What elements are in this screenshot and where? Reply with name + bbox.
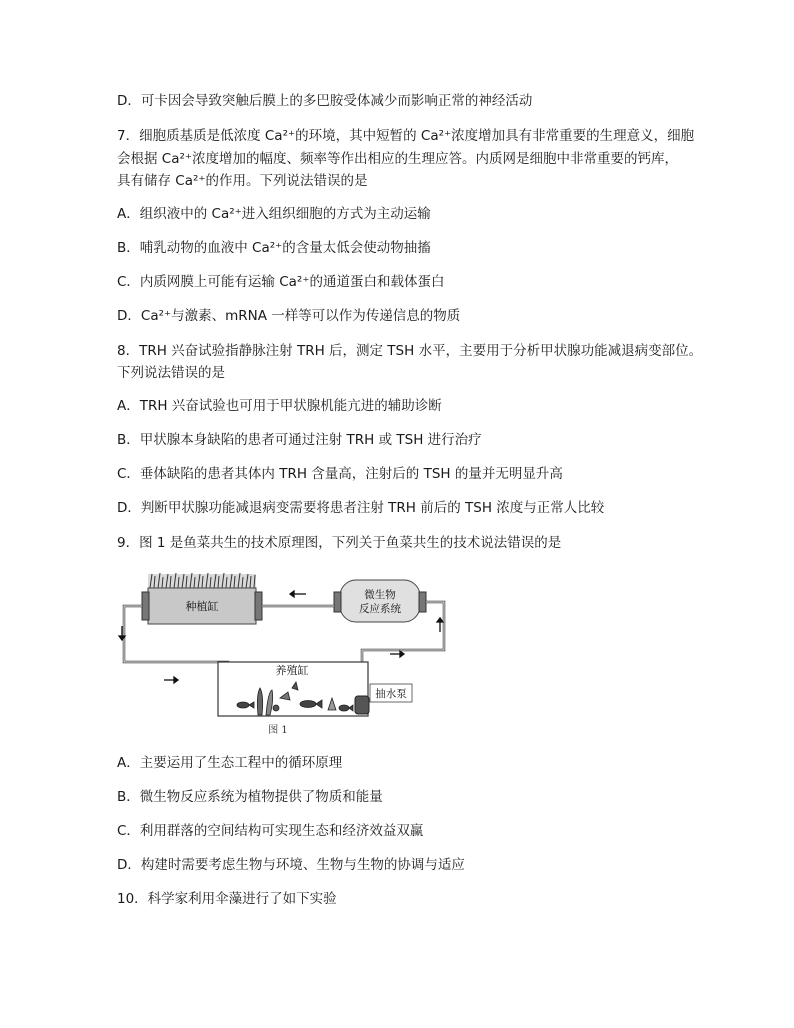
q8-option-d: D．判断甲状腺功能减退病变需要将患者注射 TRH 前后的 TSH 浓度与正常人比较: [117, 500, 605, 516]
q8-option-c: C．垂体缺陷的患者其体内 TRH 含量高，注射后的 TSH 的量并无明显升高: [117, 466, 563, 482]
q7-option-b: B．哺乳动物的血液中 Ca²⁺的含量太低会使动物抽搐: [117, 240, 431, 256]
pump-label: 抽水泵: [375, 688, 407, 700]
q8-option-a: A．TRH 兴奋试验也可用于甲状腺机能亢进的辅助诊断: [117, 398, 442, 414]
q9-stem: 9．图 1 是鱼菜共生的技术原理图，下列关于鱼菜共生的技术说法错误的是: [117, 535, 562, 551]
microbe-label-line-2: 反应系统: [359, 603, 401, 615]
q8-option-b: B．甲状腺本身缺陷的患者可通过注射 TRH 或 TSH 进行治疗: [117, 432, 482, 448]
water-pump: [355, 696, 369, 714]
q7-option-d: D．Ca²⁺与激素、mRNA 一样等可以作为传递信息的物质: [117, 308, 461, 324]
grass-icon: [148, 573, 256, 588]
figure-caption: 图 1: [268, 725, 288, 736]
q7-stem-line-2: 会根据 Ca²⁺浓度增加的幅度、频率等作出相应的生理应答。内质网是细胞中非常重要的钙库，: [117, 151, 679, 167]
q7-option-a: A．组织液中的 Ca²⁺进入组织细胞的方式为主动运输: [117, 206, 431, 222]
breeding-tank-label: 养殖缸: [275, 664, 309, 677]
microbe-reaction-system: [340, 580, 420, 622]
q10-stem: 10．科学家利用伞藻进行了如下实验: [117, 891, 337, 907]
q9-option-c: C．利用群落的空间结构可实现生态和经济效益双赢: [117, 823, 424, 839]
q9-option-a: A．主要运用了生态工程中的循环原理: [117, 755, 343, 771]
q6-option-d: D．可卡因会导致突触后膜上的多巴胺受体减少而影响正常的神经活动: [117, 93, 533, 109]
q7-stem-line-3: 具有储存 Ca²⁺的作用。下列说法错误的是: [117, 173, 368, 189]
q8-stem-line-1: 8．TRH 兴奋试验指静脉注射 TRH 后，测定 TSH 水平，主要用于分析甲状腺功能减退病变部位。: [117, 343, 703, 359]
planting-tank-label: 种植缸: [185, 600, 219, 613]
q7-option-c: C．内质网膜上可能有运输 Ca²⁺的通道蛋白和载体蛋白: [117, 274, 445, 290]
q8-stem-line-2: 下列说法错误的是: [117, 365, 225, 381]
q7-stem-line-1: 7．细胞质基质是低浓度 Ca²⁺的环境，其中短暂的 Ca²⁺浓度增加具有非常重要的生理意义，细胞: [117, 128, 695, 144]
microbe-label-line-1: 微生物: [364, 589, 396, 601]
q9-option-d: D．构建时需要考虑生物与环境、生物与生物的协调与适应: [117, 857, 465, 873]
aquaponics-diagram: [118, 570, 458, 740]
q9-option-b: B．微生物反应系统为植物提供了物质和能量: [117, 789, 383, 805]
